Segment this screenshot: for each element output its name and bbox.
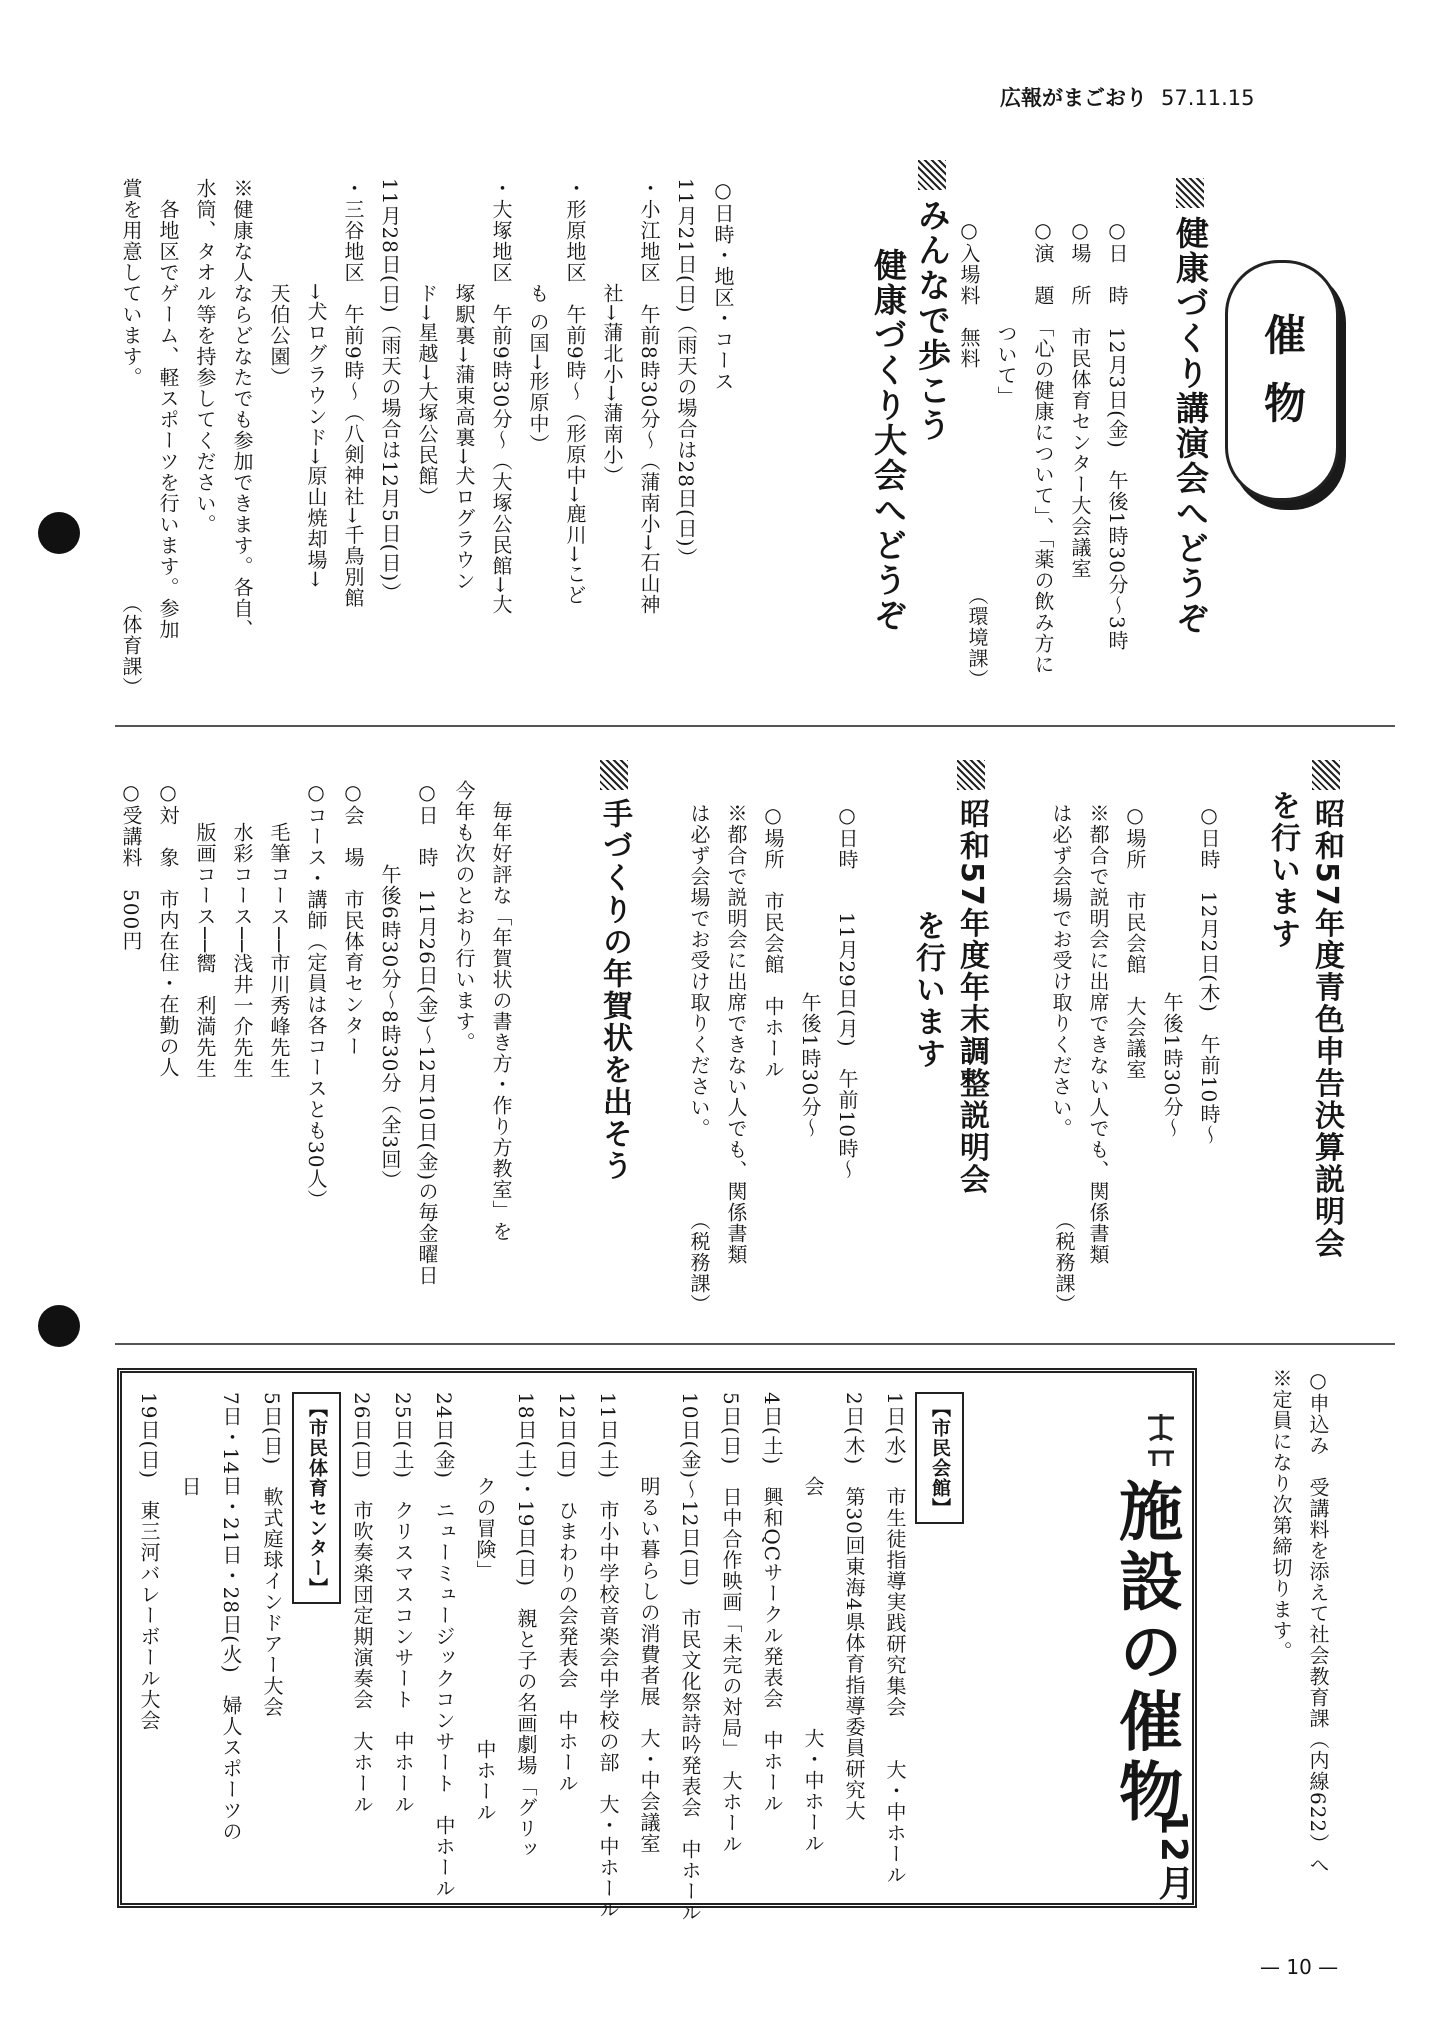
- new-year-card-title: 手づくりの年賀状を出そう: [592, 760, 636, 1340]
- walk-event-line: ・三谷地区 午前9時～（八剣神社→千鳥別館: [341, 178, 365, 609]
- year-end-title: 昭和57年度年末調整説明会 を行います: [905, 760, 993, 1340]
- section-label-civic-hall: 【市民会館】: [915, 1392, 964, 1524]
- new-year-card-line: ○受講料 500円: [119, 780, 143, 952]
- walk-event-line: ・大塚地区 午前9時30分～（大塚公民館→大: [489, 178, 513, 615]
- blue-return-line: ○場所 市民会館 大会議室: [1123, 803, 1147, 1080]
- facility-event-item: 5日(日) 軟式庭球インドアー大会: [260, 1392, 284, 1718]
- new-year-card-line: ○コース・講師（定員は各コースとも30人）: [304, 780, 328, 1211]
- walk-event-title: みんなで歩こう 健康づくり大会へどうぞ: [866, 160, 954, 720]
- health-lecture-line: ○日 時 12月3日(金) 午後1時30分～3時: [1105, 218, 1129, 651]
- section-mark-icon: [600, 760, 628, 790]
- walk-event-line: 天伯公園）: [267, 178, 291, 388]
- new-year-card-line: 毛筆コース──市川秀峰先生: [267, 780, 291, 1080]
- facility-event-item: 11日(土) 市小中学校音楽会中学校の部 大・中ホール: [596, 1392, 620, 1921]
- events-badge-label: 催物: [1258, 312, 1307, 449]
- punch-hole-top: [38, 512, 80, 554]
- facility-event-item: 5日(日) 日中合作映画「未完の対局」 大ホール: [719, 1392, 743, 1855]
- new-year-card-apply: [1262, 1368, 1336, 1908]
- facility-event-item: 2日(木) 第30回東海4県体育指導委員研究大: [842, 1392, 866, 1822]
- facility-events-month: 12月: [1153, 1810, 1194, 1903]
- new-year-card-line: ○対 象 市内在住・在勤の人: [156, 780, 180, 1078]
- new-year-card-body: [112, 780, 519, 1335]
- walk-event-body: [112, 178, 741, 713]
- section-mark-icon: [1312, 760, 1340, 790]
- divider-lower: [115, 1343, 1395, 1345]
- year-end-line: は必ず会場でお受け取りください。: [687, 803, 711, 1139]
- facility-event-item: 26日(日) 市吹奏楽団定期演奏会 大ホール: [350, 1392, 374, 1816]
- health-lecture-title: 健康づくり講演会へどうぞ: [1168, 178, 1212, 638]
- section-mark-icon: [1176, 178, 1204, 208]
- walk-event-line: ド→星越→大塚公民館）: [415, 178, 439, 508]
- walk-event-line: も の国→形原中）: [526, 178, 550, 456]
- facility-event-item: 25日(土) クリスマスコンサート 中ホール: [391, 1392, 415, 1816]
- new-year-card-line: 午後6時30分～8時30分（全3回）: [378, 780, 402, 1192]
- health-lecture-line: ○場 所 市民体育センター大会議室: [1068, 218, 1092, 579]
- events-badge: [1225, 260, 1339, 501]
- issue-date: 57.11.15: [1161, 86, 1255, 110]
- facility-event-item: 1日(水) 市生徒指導実践研究集会 大・中ホール: [883, 1392, 907, 1886]
- new-year-card-line: 毎年好評な「年賀状の書き方・作り方教室」を: [489, 780, 513, 1242]
- section-mark-icon: [957, 760, 985, 790]
- year-end-line: ※都合で説明会に出席できない人でも、関係書類: [724, 803, 748, 1265]
- facility-event-item: 18日(土)・19日(日) 親と子の名画劇場「グリッ: [514, 1392, 538, 1861]
- walk-event-line: ・形原地区 午前9時～（形原中→鹿川→こど: [563, 178, 587, 606]
- walk-event-dept: （体育課）: [119, 593, 143, 698]
- walk-event-line: ※健康な人ならどなたでも参加できます。各自、: [230, 178, 254, 640]
- walk-event-line: ○日時・地区・コース: [711, 178, 735, 392]
- facility-event-item: 明るい暮らしの消費者展 大・中会議室: [637, 1392, 661, 1854]
- facility-event-item: 24日(金) ニューミュージックコンサート 中ホール: [432, 1392, 456, 1900]
- new-year-card-line: ○申込み 受講料を添えて社会教育課（内線622）へ: [1306, 1368, 1330, 1876]
- year-end-line: 午後1時30分～: [798, 803, 822, 1139]
- facility-events-title: 施設の催物: [1108, 1478, 1183, 1828]
- city-emblem-icon: [1142, 1410, 1180, 1470]
- walk-event-line: ・小江地区 午前8時30分～（蒲南小→石山神: [637, 178, 661, 615]
- walk-event-line: →犬ログラウンド→原山焼却場→: [304, 178, 328, 589]
- publication-title: 広報がまごおり: [1000, 86, 1147, 110]
- new-year-card-line: ○日 時 11月26日(金)～12月10日(金)の毎金曜日: [415, 780, 439, 1287]
- facility-event-item: 4日(土) 興和QCサークル発表会 中ホール: [760, 1392, 784, 1815]
- page-number: — 10 —: [1260, 1955, 1339, 1979]
- facility-event-item: 19日(日) 東三河バレーボール大会: [137, 1392, 161, 1732]
- punch-hole-bottom: [38, 1305, 80, 1347]
- divider-upper: [115, 725, 1395, 727]
- health-lecture-line: ○入場料 無料: [957, 218, 981, 369]
- walk-event-line: 各地区でゲーム、軽スポーツを行います。参加: [156, 178, 180, 640]
- walk-event-line: 水筒、タオル等を持参してください。: [193, 178, 217, 535]
- health-lecture-line: ○演 題 「心の健康について」、「薬の飲み方に: [1031, 218, 1055, 675]
- facility-event-item: 日: [178, 1392, 202, 1497]
- section-mark-icon: [918, 160, 946, 190]
- year-end-dept: （税務課）: [687, 1210, 711, 1315]
- walk-event-line: 11月28日(日)（雨天の場合は12月5日(日)）: [378, 178, 402, 604]
- walk-event-line: 塚駅裏→蒲東高裏→犬ログラウン: [452, 178, 476, 592]
- page-header: [1000, 82, 1360, 122]
- blue-return-line: ○日時 12月2日(木) 午前10時～: [1197, 803, 1221, 1146]
- facility-event-item: 12日(日) ひまわりの会発表会 中ホール: [555, 1392, 579, 1795]
- new-year-card-line: 水彩コース──浅井一介先生: [230, 780, 254, 1080]
- facility-event-item: 10日(金)～12日(日) 市民文化祭詩吟発表会 中ホール: [678, 1392, 702, 1924]
- walk-event-line: 社→蒲北小→蒲南小）: [600, 178, 624, 487]
- new-year-card-line: 今年も次のとおり行います。: [452, 780, 476, 1053]
- year-end-line: ○日時 11月29日(月) 午前10時～: [835, 803, 859, 1180]
- facility-events-list: [128, 1392, 964, 1924]
- blue-return-dept: （税務課）: [1052, 1210, 1076, 1315]
- walk-event-line: 11月21日(日)（雨天の場合は28日(日)）: [674, 178, 698, 569]
- new-year-card-line: 版画コース──嚮 利満先生: [193, 780, 217, 1080]
- facility-event-item: 会 大・中ホール: [801, 1392, 825, 1854]
- blue-return-line: ※都合で説明会に出席できない人でも、関係書類: [1086, 803, 1110, 1265]
- section-label-gym: 【市民体育センター】: [292, 1392, 341, 1604]
- facility-event-item: 7日・14日・21日・28日(火) 婦人スポーツの: [219, 1392, 243, 1842]
- health-lecture-line: ついて」: [994, 218, 1018, 407]
- walk-event-line: 賞を用意しています。: [119, 178, 143, 388]
- health-lecture-dept: （環境課）: [965, 585, 989, 690]
- new-year-card-line: ○会 場 市民体育センター: [341, 780, 365, 1057]
- new-year-card-line: ※定員になり次第締切ります。: [1269, 1368, 1293, 1662]
- facility-event-item: クの冒険」 中ホール: [473, 1392, 497, 1823]
- blue-return-line: は必ず会場でお受け取りください。: [1049, 803, 1073, 1139]
- blue-return-line: 午後1時30分～: [1160, 803, 1184, 1139]
- year-end-line: ○場所 市民会館 中ホール: [761, 803, 785, 1080]
- blue-return-title: 昭和57年度青色申告決算説明会 を行います: [1260, 760, 1348, 1340]
